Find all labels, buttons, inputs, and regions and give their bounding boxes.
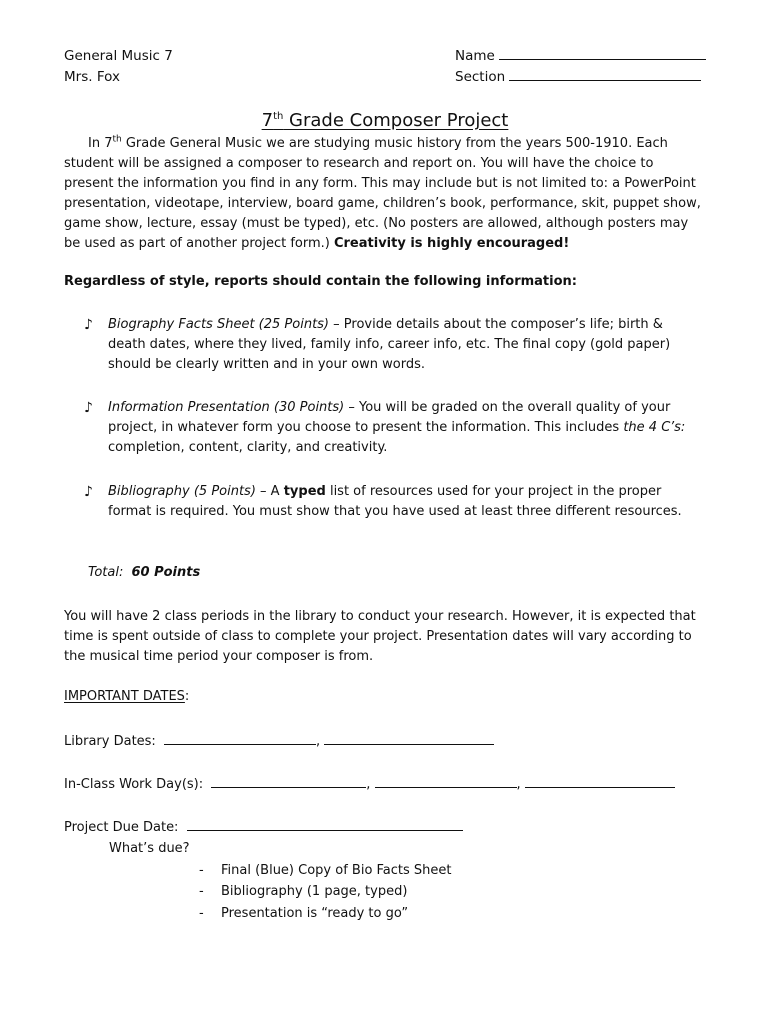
requirements-heading: Regardless of style, reports should contain the following information: bbox=[64, 274, 577, 289]
bullet-title: Information Presentation (30 Points) bbox=[108, 400, 345, 415]
bullet-text-end: list of resources used for your project in the proper format is required. You must show that you have used at least three different resources. bbox=[108, 484, 682, 519]
inclass-date-blank-3[interactable] bbox=[525, 776, 675, 788]
library-dates-label: Library Dates: bbox=[64, 734, 156, 749]
total-value: 60 Points bbox=[131, 565, 201, 580]
name-label: Name bbox=[455, 48, 495, 64]
bullet-text: – Provide details about the composer’s life; birth & death dates, where they lived, family info, career info, etc. The final copy (gold paper) should be clearly written and in your own words. bbox=[108, 317, 671, 372]
bullet-text-end: completion, content, clarity, and creativity. bbox=[108, 440, 388, 455]
music-note-icon: ♪ bbox=[84, 484, 93, 500]
intro-paragraph bbox=[64, 134, 704, 254]
due-item-text: Presentation is “ready to go” bbox=[221, 906, 409, 921]
bullet-presentation bbox=[84, 398, 704, 458]
bullet-title: Biography Facts Sheet (25 Points) bbox=[108, 317, 330, 332]
total-points bbox=[88, 565, 200, 580]
inclass-date-blank-1[interactable] bbox=[211, 776, 366, 788]
bullet-title: Bibliography (5 Points) bbox=[108, 484, 256, 499]
bullet-text: – A bbox=[255, 484, 284, 499]
library-date-blank-1[interactable] bbox=[164, 733, 316, 745]
due-item bbox=[199, 906, 408, 921]
whats-due-label: What’s due? bbox=[109, 841, 190, 856]
title-text: Grade Composer Project bbox=[283, 110, 509, 131]
bullet-bold: typed bbox=[283, 484, 326, 499]
bullet-bibliography bbox=[84, 482, 704, 522]
bullet-biography bbox=[84, 315, 704, 375]
dash: - bbox=[199, 906, 204, 921]
due-date-row bbox=[64, 819, 463, 835]
due-item bbox=[199, 863, 452, 878]
course-name: General Music 7 bbox=[64, 48, 173, 64]
library-paragraph: You will have 2 class periods in the library to conduct your research. However, it is expected that time is spent outside of class to complete your project. Presentation dates will vary according to the musical time period your composer is from. bbox=[64, 609, 696, 664]
intro-body: Grade General Music we are studying music history from the years 500-1910. Each student will be assigned a composer to research and report on. You will have the choice to present the information you find in any form. This may include but is not limited to: a PowerPoint presentation, videotape, interview, board game, children’s book, performance, skit, puppet show, game show, lecture, essay (must be typed), etc. (No posters are allowed, although posters may be used as part of another project form.) bbox=[64, 136, 701, 251]
bullet-text: – You will be graded on the overall quality of your project, in whatever form you choose to present the information. This includes bbox=[108, 400, 671, 435]
important-dates-heading bbox=[64, 689, 189, 704]
due-date-blank[interactable] bbox=[187, 819, 463, 831]
inclass-label: In-Class Work Day(s): bbox=[64, 777, 204, 792]
page-title bbox=[0, 110, 770, 131]
due-item bbox=[199, 884, 407, 899]
due-date-label: Project Due Date: bbox=[64, 820, 179, 835]
student-name-field[interactable] bbox=[455, 48, 706, 64]
teacher-name: Mrs. Fox bbox=[64, 69, 120, 85]
inclass-dates-row: In-Class Work Day(s): , , bbox=[64, 776, 675, 792]
due-item-text: Final (Blue) Copy of Bio Facts Sheet bbox=[221, 863, 452, 878]
section-label: Section bbox=[455, 69, 506, 85]
title-grade: 7 bbox=[261, 110, 274, 131]
music-note-icon: ♪ bbox=[84, 400, 93, 416]
dash: - bbox=[199, 863, 204, 878]
important-dates-title: IMPORTANT DATES bbox=[64, 689, 185, 704]
library-dates-row: Library Dates: , bbox=[64, 733, 494, 749]
section-field[interactable] bbox=[455, 69, 701, 85]
total-label: Total: bbox=[88, 565, 124, 580]
dash: - bbox=[199, 884, 204, 899]
due-item-text: Bibliography (1 page, typed) bbox=[221, 884, 408, 899]
music-note-icon: ♪ bbox=[84, 317, 93, 333]
title-suffix: th bbox=[273, 111, 284, 122]
library-date-blank-2[interactable] bbox=[324, 733, 494, 745]
intro-emphasis: Creativity is highly encouraged! bbox=[333, 236, 570, 251]
bullet-emphasis: the 4 C’s: bbox=[623, 420, 686, 435]
heading-colon: : bbox=[184, 689, 190, 704]
intro-sup: th bbox=[112, 134, 122, 145]
name-blank[interactable] bbox=[499, 48, 706, 60]
inclass-date-blank-2[interactable] bbox=[375, 776, 517, 788]
section-blank[interactable] bbox=[509, 69, 701, 81]
intro-start: In 7 bbox=[88, 136, 113, 151]
